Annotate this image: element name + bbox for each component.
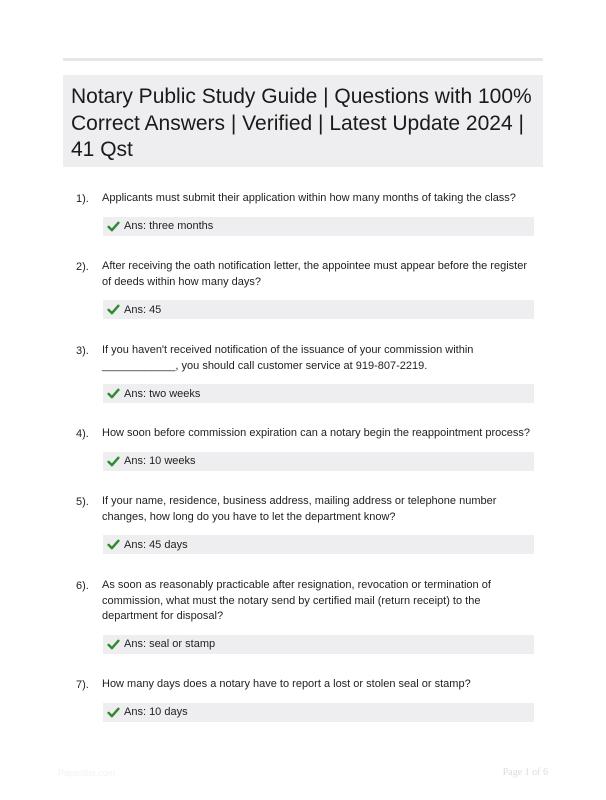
- check-icon: [107, 303, 120, 316]
- question-number: 7).: [76, 679, 89, 691]
- answer-box: [103, 452, 534, 471]
- question: [63, 191, 543, 207]
- answer-text: Ans: 45 days: [124, 538, 188, 551]
- question-number: 1).: [76, 193, 89, 205]
- title-box: [63, 75, 543, 167]
- question-block: [63, 191, 543, 236]
- question-number: 4).: [76, 428, 89, 440]
- answer-text: Ans: 45: [124, 303, 162, 316]
- answer-box: [103, 300, 534, 319]
- question: [63, 343, 543, 374]
- answer-box: [103, 384, 534, 403]
- check-icon: [107, 538, 120, 551]
- answer-box: [103, 703, 534, 722]
- footer-site: Paperlibs.com: [58, 768, 116, 778]
- question-text: As soon as reasonably practicable after resignation, revocation or termination of commission, what must the notary send by certified mail (return receipt) to the department for disposal?: [102, 579, 491, 622]
- question: [63, 677, 543, 693]
- question-text: How soon before commission expiration can a notary begin the reappointment process?: [102, 427, 531, 439]
- question-text: If you haven't received notification of the issuance of your commission within ____________, you should call customer service at 919-807-2219.: [102, 344, 474, 372]
- question-block: [63, 494, 543, 554]
- question-block: [63, 426, 543, 471]
- check-icon: [107, 706, 120, 719]
- check-icon: [107, 455, 120, 468]
- answer-text: Ans: 10 days: [124, 706, 188, 718]
- question-text: How many days does a notary have to report a lost or stolen seal or stamp?: [102, 678, 471, 690]
- answer-box: [103, 535, 534, 554]
- page-number: Page 1 of 6: [502, 767, 548, 778]
- question-text: Applicants must submit their application within how many months of taking the class?: [102, 192, 516, 204]
- answer-box: [103, 217, 534, 236]
- check-icon: [107, 387, 120, 400]
- question-number: 5).: [76, 496, 89, 508]
- answer-box: [103, 635, 534, 654]
- question-block: [63, 578, 543, 654]
- question-text: If your name, residence, business address, mailing address or telephone number changes, how long do you have to let the department know?: [102, 495, 497, 523]
- top-divider: [63, 58, 543, 61]
- answer-text: Ans: 10 weeks: [124, 455, 196, 467]
- question-number: 2).: [76, 261, 89, 273]
- question: [63, 259, 543, 290]
- question-block: [63, 343, 543, 403]
- check-icon: [107, 638, 120, 651]
- question: [63, 578, 543, 625]
- document-title: Notary Public Study Guide | Questions with 100% Correct Answers | Verified | Latest Update 2024 | 41 Qst: [71, 85, 532, 161]
- question-number: 3).: [76, 345, 89, 357]
- question: [63, 426, 543, 442]
- answer-text: Ans: seal or stamp: [124, 638, 216, 650]
- answer-text: Ans: three months: [124, 220, 214, 232]
- question-number: 6).: [76, 580, 89, 592]
- question: [63, 494, 543, 525]
- check-icon: [107, 220, 120, 233]
- question-block: [63, 677, 543, 722]
- answer-text: Ans: two weeks: [124, 387, 201, 400]
- question-block: [63, 259, 543, 319]
- question-text: After receiving the oath notification letter, the appointee must appear before the register of deeds within how many days?: [102, 260, 527, 288]
